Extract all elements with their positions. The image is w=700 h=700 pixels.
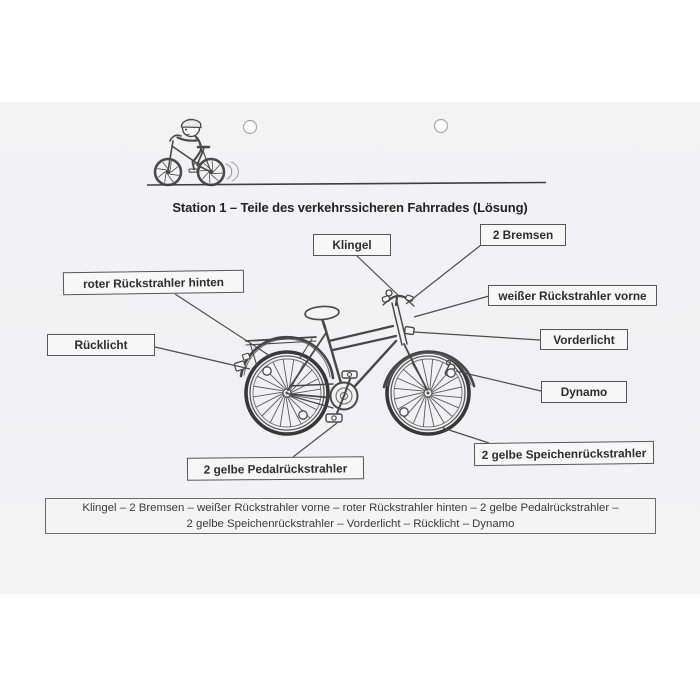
saddle	[305, 305, 340, 320]
leader-line-ruecklicht	[155, 347, 250, 369]
label-box-pedalrueckstrahler	[187, 456, 364, 481]
label-text: weißer Rückstrahler vorne	[498, 288, 647, 303]
label-box-dynamo	[541, 381, 627, 403]
rear-wheel	[246, 352, 328, 434]
summary-line-2: 2 gelbe Speichenrückstrahler – Vorderlicht – Rücklicht – Dynamo	[186, 518, 515, 530]
label-text: 2 gelbe Pedalrückstrahler	[203, 460, 348, 477]
leader-line-roter-rueckstrahler	[175, 294, 270, 356]
label-box-weisser-rueckstrahler-vorne	[488, 285, 657, 306]
bicycle-diagram-icon	[234, 290, 474, 434]
label-box-vorderlicht	[540, 329, 628, 350]
rear-reflector	[242, 353, 250, 360]
leader-line-vorderlicht	[414, 332, 540, 340]
leader-line-speichenrueckstrahler	[443, 428, 489, 443]
label-text: roter Rückstrahler hinten	[82, 274, 225, 291]
bell	[386, 290, 392, 296]
leader-line-weisser-rueckstrahler	[414, 296, 489, 317]
label-box-ruecklicht	[47, 334, 155, 356]
front-light	[404, 326, 414, 334]
label-text: 2 gelbe Speichenrückstrahler	[481, 445, 647, 462]
leader-line-klingel	[356, 255, 399, 296]
page-title: Station 1 – Teile des verkehrssicheren Fahrrades (Lösung)	[172, 200, 528, 215]
label-text: Dynamo	[560, 385, 608, 399]
label-box-roter-rueckstrahler-hinten	[63, 270, 244, 296]
label-box-klingel	[313, 234, 391, 256]
label-text: Klingel	[332, 238, 372, 252]
front-wheel	[387, 352, 469, 434]
punch-hole-icon	[244, 121, 257, 134]
label-box-speichenrueckstrahler	[474, 441, 654, 466]
label-text: Rücklicht	[74, 338, 128, 352]
label-text: Vorderlicht	[553, 332, 615, 347]
child-on-bicycle-icon	[155, 120, 238, 186]
leader-line-bremsen	[406, 245, 481, 304]
summary-line-1: Klingel – 2 Bremsen – weißer Rückstrahler vorne – roter Rückstrahler hinten – 2 gelbe Pedalrückstrahler –	[82, 502, 619, 514]
summary-box	[45, 498, 656, 534]
label-box-bremsen	[480, 224, 566, 246]
punch-hole-icon	[435, 120, 448, 133]
label-text: 2 Bremsen	[492, 228, 554, 242]
